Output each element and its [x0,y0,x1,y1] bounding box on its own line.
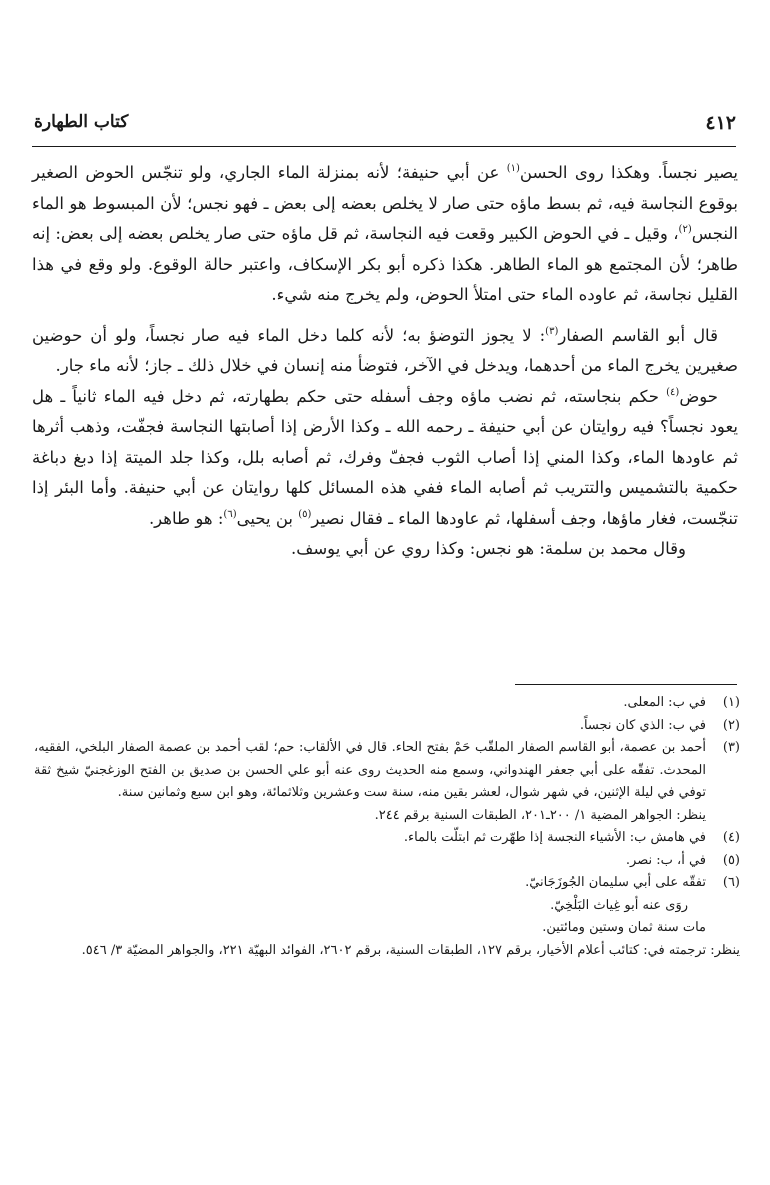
paragraph-1: يصير نجساً. وهكذا روى الحسن$^{(١)}$ عن أبي حنيفة؛ لأنه بمنزلة الماء الجاري، ولو تنجّس الحوض الصغير بوقوع النجاسة فيه، ثم بسط ماؤه حتى صار لا يخلص بعضه إلى بعض ـ فهو نجس؛ لأن المبسوط هو الماء النجس$^{(٢)}$، وقيل ـ في الحوض الكبير وقعت فيه النجاسة، ثم قل ماؤه حتى صار يخلص بعضه إلى بعض: إنه طاهر؛ لأن المجتمع هو الماء الطاهر. هكذا ذكره أبو بكر الإسكاف، واعتبر حالة الوقوع. ولو وقع في هذا القليل نجاسة، ثم عاوده الماء حتى امتلأ الحوض، ولم يخرج منه شيء. [32,163,739,304]
footnote-line: روَى عنه أبو غِياث البَلْخِيّ. [550,897,688,913]
book-title: كتاب الطهارة [34,112,129,132]
footnote-2 [34,715,740,738]
footnote-number: (١) [722,695,740,710]
main-text [32,158,738,565]
footnote-reference: ينظر: ترجمته في: كتائب أعلام الأخيار، برقم ١٢٧، الطبقات السنية، برقم ٢٦٠٢، الفوائد البهيّة ٢٢١، والجواهر المضيّة ٣/ ٥٤٦. [81,942,740,958]
footnote-number: (٢) [722,717,740,733]
footnote-number: (٦) [722,875,740,890]
footnote-ref-3: (٣) [545,325,559,337]
footnote-text: في أ، ب: نصر. [625,852,706,868]
footnote-ref-5: (٥) [298,508,312,520]
footnote-text: أحمد بن عصمة، أبو القاسم الصفار الملقّب حَمْ بفتح الحاء. قال في الألقاب: حم؛ لقب أحمد بن عصمة الصفار البلخي، الفقيه، المحدث. تفقّه على أبي جعفر الهندواني، وسمع منه الحديث روى عنه أبو علي الحسن بن صديق بن الفتح الوزغجنيّ شيخ ثقة توفي في ليلة الإثنين، في شهر شوال، لعشر بقين منه، سنة ست وعشرين وثلاثمائة، وهو ابن سبع وثمانين سنة. [34,740,706,800]
footnote-6 [34,872,740,962]
paragraph-2: قال أبو القاسم الصفار$^{(٣)}$: لا يجوز التوضؤ به؛ لأنه كلما دخل الماء فيه صار نجساً، ولو أن حوضين صغيرين يخرج الماء من أحدهما، ويدخل في الآخر، فتوضأ منه إنسان في خلال ذلك ـ جاز؛ لأنه ماء جار. [32,325,738,375]
footnote-number: (٤) [722,830,740,845]
footnote-1 [34,692,740,715]
footnote-text: تفقّه على أبي سليمان الجُوزَجَانيّ. [525,875,706,890]
footnote-number: (٣) [722,740,740,755]
header-divider [32,146,736,147]
footnote-3 [34,737,740,827]
running-header [34,108,736,140]
footnote-divider [515,684,737,685]
paragraph-3: حوض$^{(٤)}$ حكم بنجاسته، ثم نضب ماؤه وجف أسفله حتى حكم بطهارته، ثم دخل فيه الماء ثانياً ـ هل يعود نجساً؟ فيه روايتان عن أبي حنيفة ـ رحمه الله ـ وكذا الأرض إذا أصابتها النجاسة فجفّت، وذهب أثرها ثم عاودها الماء، وكذا المني إذا أصاب الثوب فجفّ وفرك، ثم أصابه بلل، وكذا جلد الميتة إذا دبغ دباغة حكمية بالتشميس والتتريب ثم أصابه الماء ففي هذه المسائل كلها روايتان عن أبي حنيفة. وأما البئر إذا تنجّست، فغار ماؤها، وجف أسفلها، ثم عاودها الماء ـ فقال نصير$^{(٥)}$ بن يحيى$^{(٦)}$: هو طاهر. [32,386,738,528]
footnote-line: مات سنة ثمان وستين ومائتين. [542,920,706,935]
footnote-reference: ينظر: الجواهر المضية ١/ ٢٠٠ـ٢٠١، الطبقات السنية برقم ٢٤٤. [374,807,706,823]
footnote-4 [34,827,740,850]
footnote-5 [34,850,740,873]
footnotes [34,692,740,962]
page-number: ٤١٢ [705,112,736,134]
footnote-text: في ب: المعلى. [623,695,706,710]
footnote-number: (٥) [722,852,740,868]
footnote-ref-4: (٤) [666,386,680,398]
footnote-text: في ب: الذي كان نجساً. [579,717,706,733]
footnote-text: في هامش ب: الأشياء النجسة إذا طهّرت ثم ابتلّت بالماء. [403,830,706,845]
paragraph-4: وقال محمد بن سلمة: هو نجس: وكذا روي عن أبي يوسف. [291,539,686,558]
footnote-ref-6: (٦) [223,508,237,520]
footnote-ref-1: (١) [506,163,520,174]
footnote-ref-2: (٢) [678,224,692,235]
